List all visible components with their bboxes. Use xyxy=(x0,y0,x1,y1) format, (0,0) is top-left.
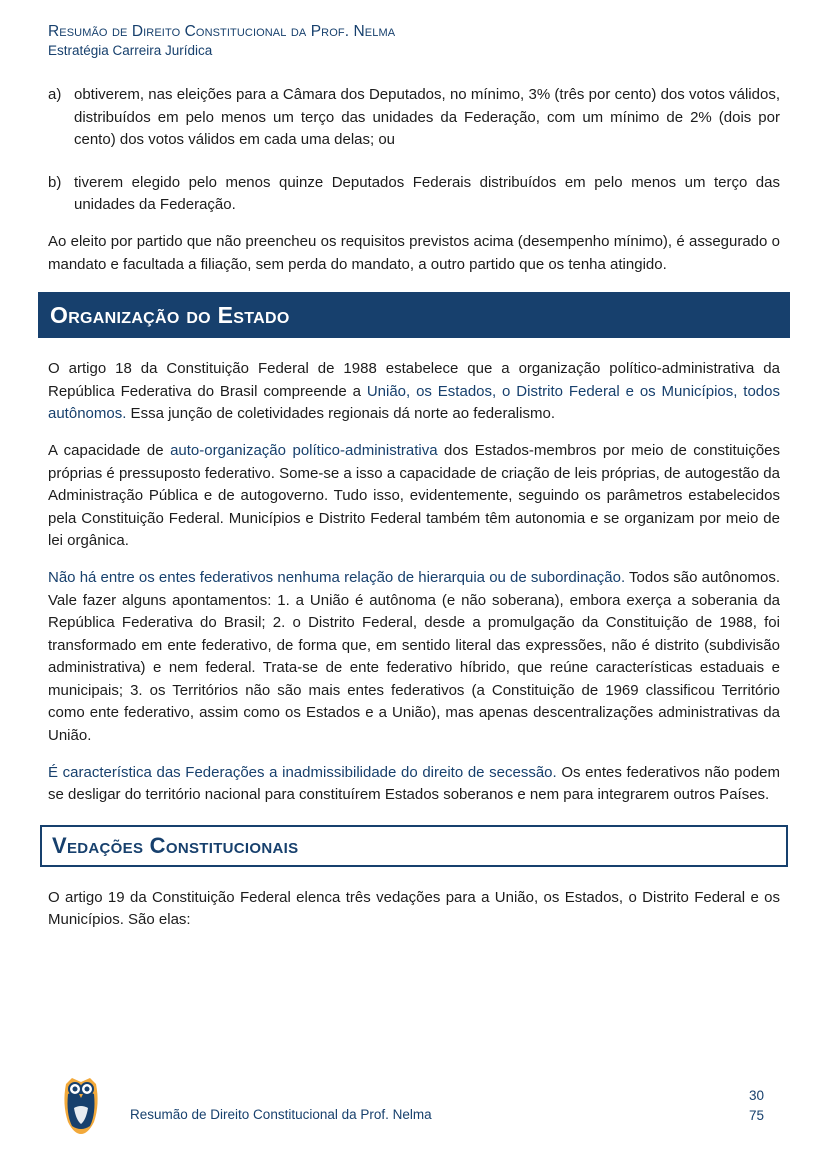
owl-logo-icon xyxy=(60,1074,102,1136)
total-pages: 75 xyxy=(748,1108,764,1123)
header-subtitle: Estratégia Carreira Jurídica xyxy=(48,43,213,58)
current-page: 30 xyxy=(748,1088,764,1103)
page-content xyxy=(48,84,780,932)
highlight-text: É característica das Federações a inadmissibilidade do direito de secessão. xyxy=(48,763,557,781)
highlight-text: União, os Estados, o Distrito Federal e os Municípios, todos autônomos. xyxy=(48,382,780,423)
list-text: tiverem elegido pelo menos quinze Deputados Federais distribuídos em pelo menos um terço das unidades da Federação. xyxy=(74,173,780,214)
highlight-text: Não há entre os entes federativos nenhuma relação de hierarquia ou de subordinação. xyxy=(48,568,626,586)
list-marker: a) xyxy=(48,86,62,103)
header-title: Resumão de Direito Constitucional da Prof. Nelma xyxy=(48,23,396,40)
intro-paragraph: Ao eleito por partido que não preencheu os requisitos previstos acima (desempenho mínimo), é assegurado o mandato e facultada a filiação, sem perda do mandato, a outro partido que os tenha atingido. xyxy=(48,232,780,273)
section-heading-organizacao: Organização do Estado xyxy=(38,292,790,338)
list-marker: b) xyxy=(48,173,62,191)
paragraph-art19: O artigo 19 da Constituição Federal elenca três vedações para a União, os Estados, o Distrito Federal e os Municípios. São elas: xyxy=(48,888,780,929)
footer-text: Resumão de Direito Constitucional da Prof. Nelma xyxy=(130,1107,432,1122)
page-number xyxy=(749,1086,764,1126)
paragraph-hierarquia: Não há entre os entes federativos nenhuma relação de hierarquia ou de subordinação. Todos são autônomos. Vale fazer alguns apontamentos: 1. a União é autônoma (e não soberana), embora exerça a soberania da República Federativa do Brasil; 2. o Distrito Federal, desde a promulgação da Constituição de 1988, foi transformado em ente federativo, de forma que, em sentido literal das expressões, não é distrito (subdivisão administrativa) e nem federal. Trata-se de ente federativo híbrido, que reúne características estaduais e municipais; 3. os Territórios não são mais entes federativos (a Constituição de 1969 classificou Território como ente federativo, assim como os Estados e a União), mas apenas descentralizações administrativas da União. xyxy=(48,568,780,745)
list-item-a xyxy=(48,84,780,152)
list-text: obtiverem, nas eleições para a Câmara dos Deputados, no mínimo, 3% (três por cento) dos votos válidos, distribuídos em pelo menos um terço das unidades da Federação, com um mínimo de 2% (dois por cento) dos votos válidos em cada uma delas; ou xyxy=(74,86,780,149)
paragraph-art18: O artigo 18 da Constituição Federal de 1988 estabelece que a organização político-administrativa da República Federativa do Brasil compreende a União, os Estados, o Distrito Federal e os Municípios, todos autônomos. Essa junção de coletividades regionais dá norte ao federalismo. xyxy=(48,360,780,423)
list-item-b xyxy=(48,172,780,217)
section-heading-vedacoes: Vedações Constitucionais xyxy=(40,825,788,867)
paragraph-secessao: É característica das Federações a inadmissibilidade do direito de secessão. Os entes federativos não podem se desligar do território nacional para constituírem Estados soberanos e nem para integrarem outros Países. xyxy=(48,763,781,804)
page-header xyxy=(48,22,395,60)
paragraph-auto-organizacao: A capacidade de auto-organização político-administrativa dos Estados-membros por meio de constituições próprias é pressuposto federativo. Some-se a isso a capacidade de criação de leis próprias, de autogestão da Administração Pública e de autogoverno. Tudo isso, evidentemente, seguindo os parâmetros estabelecidos pela Constituição Federal. Municípios e Distrito Federal também têm autonomia e se organizam por meio de lei orgânica. xyxy=(48,441,780,550)
highlight-text: auto-organização político-administrativa xyxy=(170,441,438,459)
